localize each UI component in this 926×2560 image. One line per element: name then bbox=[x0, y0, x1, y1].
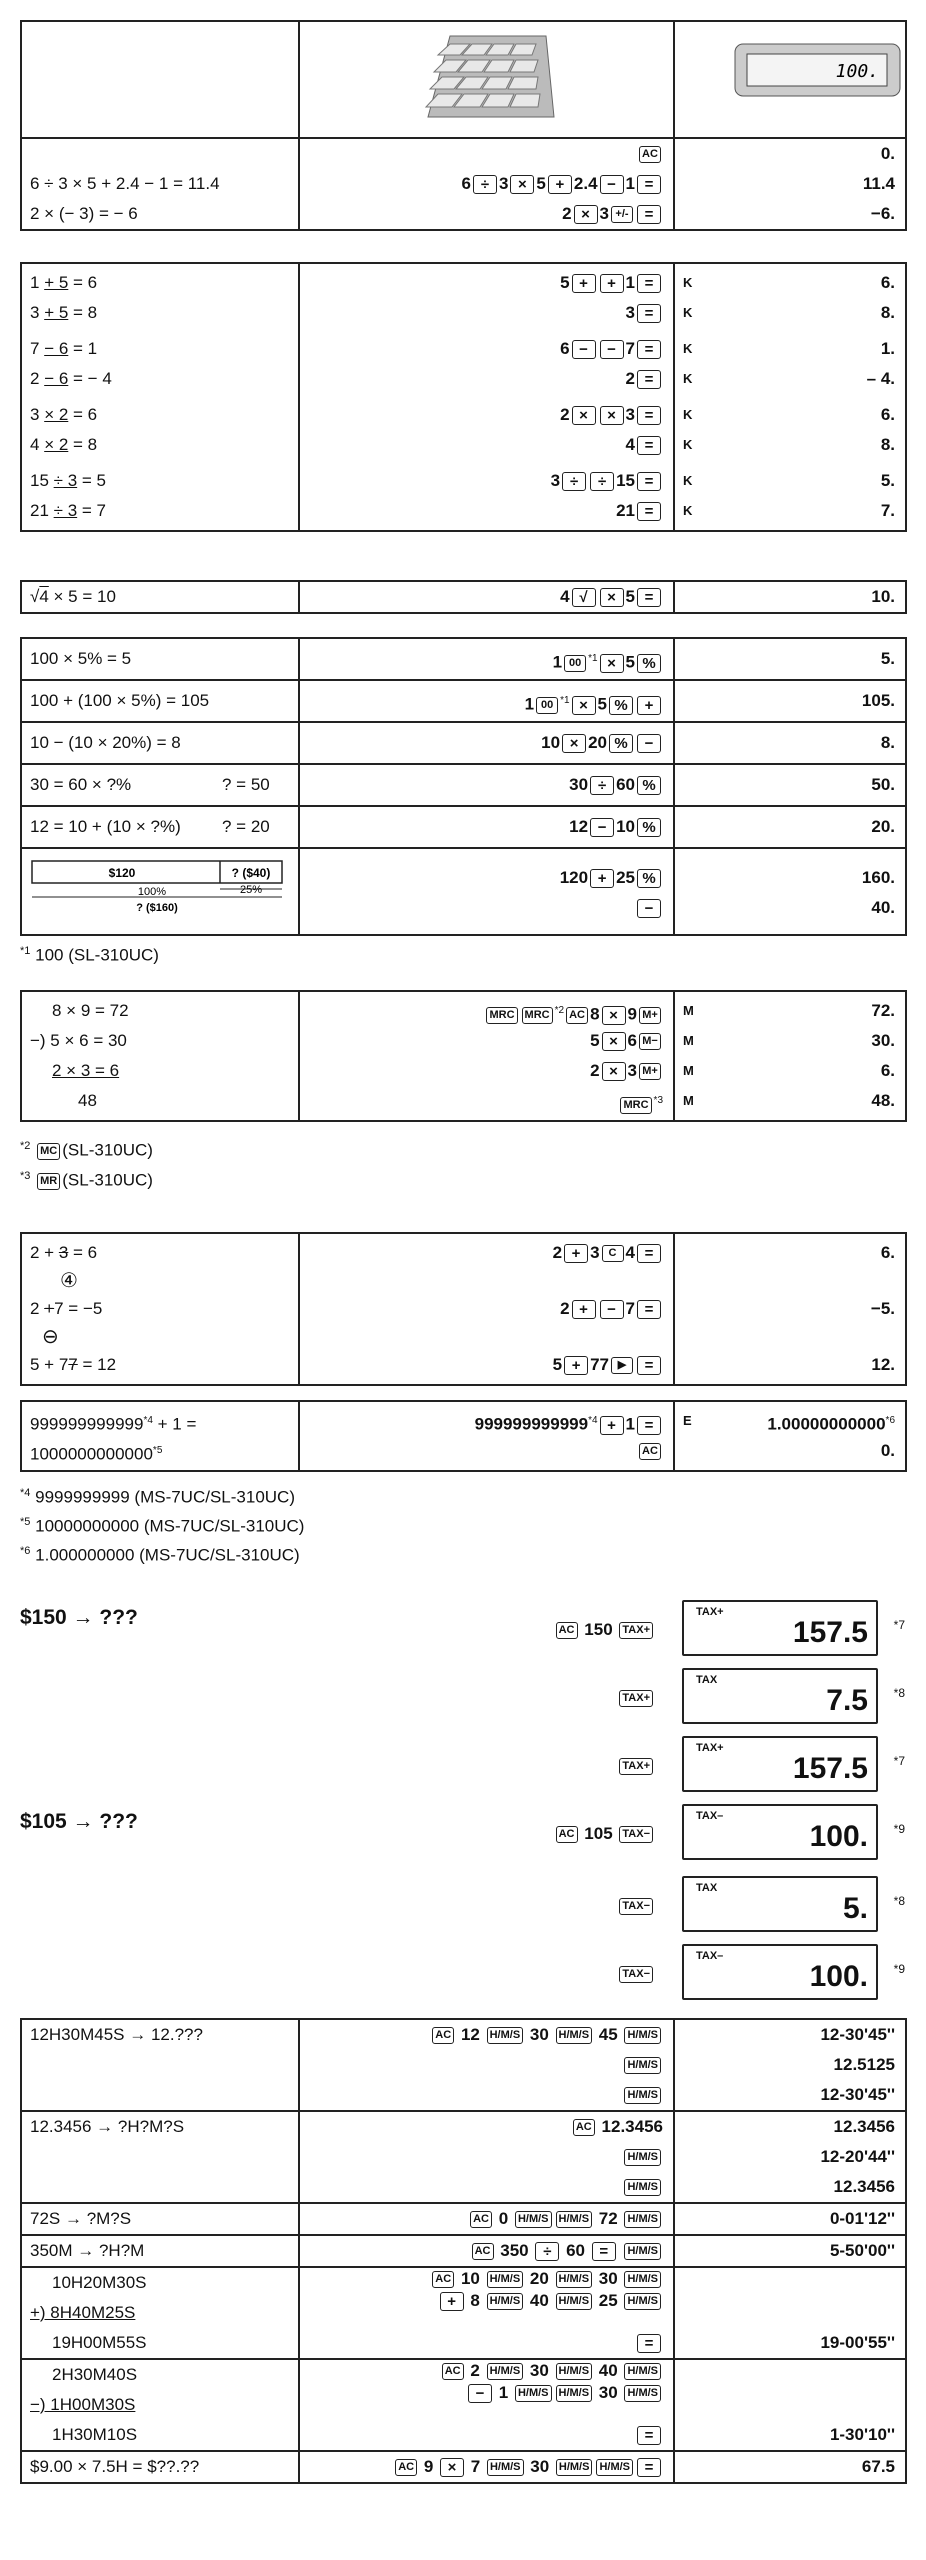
tax-row: $150 → ??? AC 150 TAX+ TAX+ 157.5 *7 bbox=[20, 1600, 905, 1656]
percent-bar-diagram bbox=[22, 849, 298, 929]
svg-text:? ($160): ? ($160) bbox=[136, 902, 178, 914]
svg-text:? ($40): ? ($40) bbox=[231, 866, 271, 880]
percent-table: 100 × 5% = 5 1 00 $^{*1}$ × 5 % 5. 100 + (100 × 5%) = 105 1 00 $^{*1}$ × 5 % + 105. 10 − (10 × 20%) = 8 10 × 20 % − 8. 30 = 60 × ?% ? = 50 30 ÷ 60 % 50. 12 = 10 + (10 × ?%) ? = 20 12 − 10 % 20. $120 ? ($40) 100% 25% ? ($160) 120 + 25 % − 160. 40. bbox=[20, 637, 907, 936]
svg-text:100%: 100% bbox=[137, 886, 167, 898]
footnote-2: $^{*2}$ MC (SL-310UC) bbox=[20, 1140, 153, 1160]
sqrt-table: √4 × 5 = 10 4 √ × 5 = 10. bbox=[20, 580, 907, 614]
tax-row: $105 → ??? AC 105 TAX− TAX– 100. *9 bbox=[20, 1804, 905, 1860]
keypad-illustration bbox=[299, 21, 674, 138]
footnote-3: $^{*3}$ MR (SL-310UC) bbox=[20, 1170, 153, 1190]
svg-text:$120: $120 bbox=[108, 866, 136, 880]
result: 11.4 bbox=[862, 174, 895, 193]
display-illustration bbox=[674, 21, 906, 138]
display-value: 100. bbox=[835, 61, 879, 82]
correction-table: 2 + 3 = 6 ④ 2 +7 = −5 ⊖ 5 + 77 = 12 2 + 3 C 4 = 2 + − 7 = 5 + 77 ▶ = 6. −5. 12. bbox=[20, 1232, 907, 1386]
ac-key: AC bbox=[639, 146, 661, 163]
result: 0. bbox=[880, 144, 895, 163]
tax-row: TAX− TAX– 100. *9 bbox=[20, 1944, 905, 2000]
result: −6. bbox=[870, 204, 895, 223]
expr: 2 × (− 3) = − 6 bbox=[30, 204, 138, 223]
basic-ops-table: 100. 6 ÷ 3 × 5 + 2.4 − 1 = 11.4 2 × (− 3) = − 6 AC 6 ÷ 3 × 5 + 2.4 − 1 = 2 × 3 +/- = 0. 11.4 −6. bbox=[20, 20, 907, 231]
overflow-table: 999999999999$^{*4}$ + 1 = $1000000000000^{*5}$ $999999999999^{*4} + 1$ = AC E 1.00000000000$^{*6}$ 0. bbox=[20, 1400, 907, 1472]
expr: 6 ÷ 3 × 5 + 2.4 − 1 = 11.4 bbox=[30, 174, 220, 193]
tax-row: TAX+ TAX 7.5 *8 bbox=[20, 1668, 905, 1724]
result: 10. bbox=[871, 587, 895, 606]
tax-row: TAX+ TAX+ 157.5 *7 bbox=[20, 1736, 905, 1792]
svg-text:25%: 25% bbox=[239, 884, 263, 896]
footnote-1: $^{*1}$ 100 (SL-310UC) bbox=[20, 945, 159, 965]
constant-table: 1 + 5 = 6 3 + 5 = 8 7 − 6 = 1 2 − 6 = − 4 3 × 2 = 6 4 × 2 = 8 15 ÷ 3 = 5 21 ÷ 3 = 7 5 + + 1 = 3 = 6 − − 7 = 2 = 2 × × 3 = 4 = 3 ÷ ÷ 15 = 21 = K 6. K 8. K 1. K – 4. K 6. K 8. K 5. K 7. bbox=[20, 262, 907, 532]
time-table: 12H30M45S → 12.??? AC 12 H/M/S 30 H/M/S 45 H/M/S H/M/S H/M/S 12-30'45'' 12.5125 12-30'45'' 12.3456 → ?H?M?S AC 12.3456 H/M/S H/M/S 12.3456 12-20'44'' 12.3456 72S → ?M?S AC 0 H/M/S H/M/S 72 H/M/S 0-01'12'' 350M → ?H?M AC 350 ÷ 60 = H/M/S 5-50'00'' 10H20M30S +) 8H40M25S 19H00M55S AC 10 H/M/S 20 H/M/S 30 H/M/S + 8 H/M/S 40 H/M/S 25 H/M/S = 19-00'55'' 2H30M40S −) 1H00M30S 1H30M10S AC 2 H/M/S 30 H/M/S 40 H/M/S − 1 H/M/S H/M/S 30 H/M/S = 1-30'10'' $9.00 × 7.5H = $??.?? AC 9 × 7 H/M/S 30 H/M/S H/M/S = 67.5 bbox=[20, 2018, 907, 2484]
memory-table: 8 × 9 = 72 −) 5 × 6 = 30 2 × 3 = 6 48 MRC MRC $^{*2}$ AC 8 × 9 M+ 5 × 6 M− 2 × 3 M+ MRC $^{*3}$ M 72. M 30. M 6. M 48. bbox=[20, 990, 907, 1122]
tax-row: TAX− TAX 5. *8 bbox=[20, 1876, 905, 1932]
